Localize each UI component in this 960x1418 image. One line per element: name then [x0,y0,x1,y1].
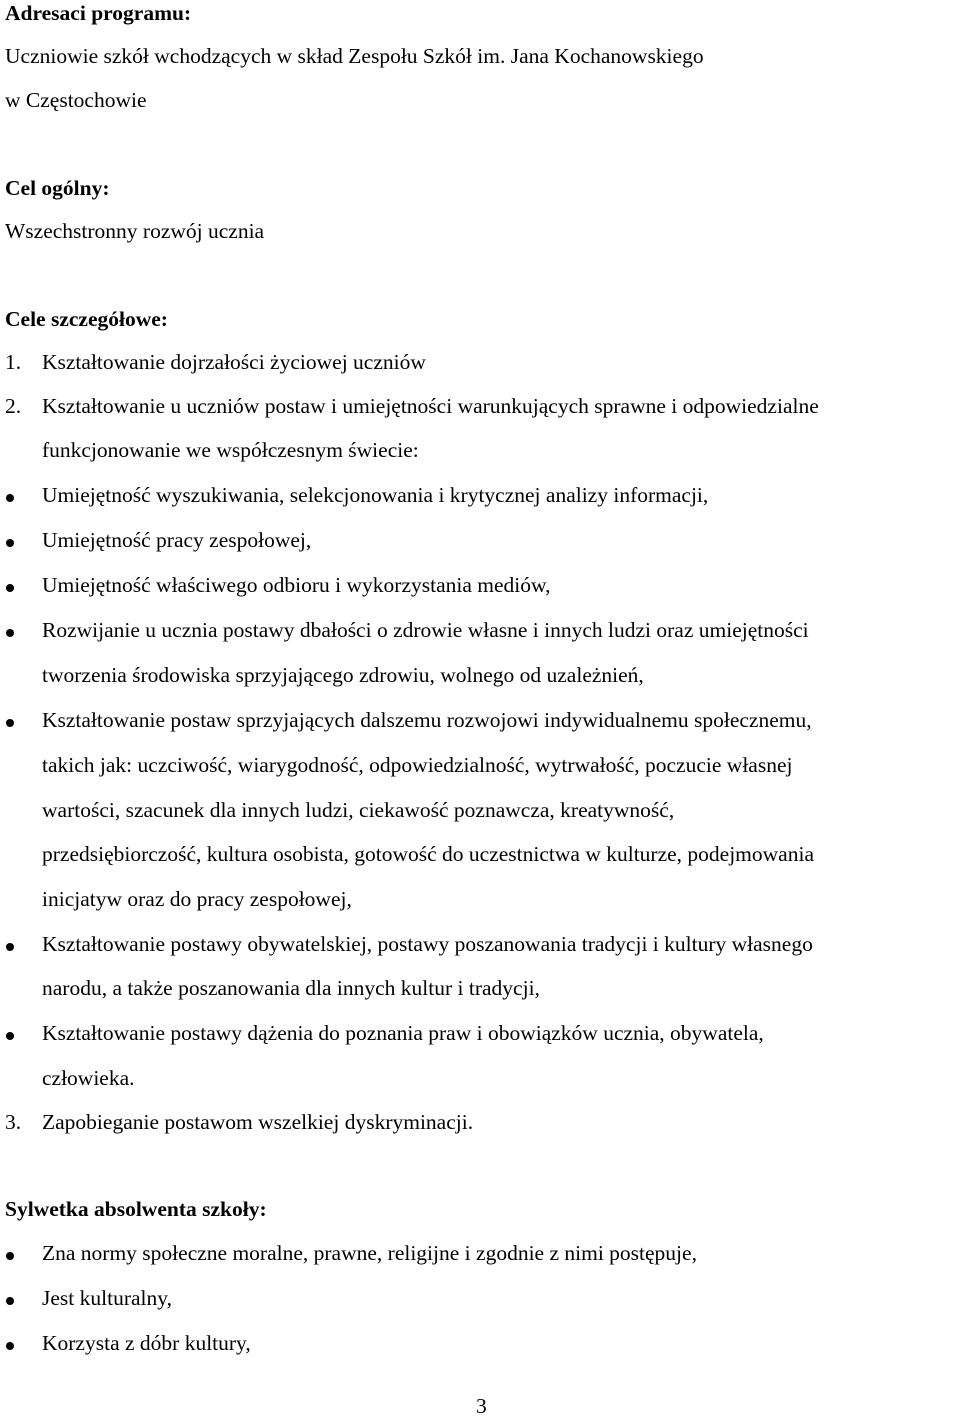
bullet-7-line-1: Kształtowanie postawy dążenia do poznania praw i obowiązków ucznia, obywatela, [42,1021,764,1045]
bullet-icon [6,494,14,502]
bullet-icon [6,1252,14,1260]
adresaci-line-2: w Częstochowie [5,88,147,112]
item-1-line-1: Kształtowanie dojrzałości życiowej uczniów [42,350,426,374]
item-2-line-1: Kształtowanie u uczniów postaw i umiejętności warunkujących sprawne i odpowiedzialne [42,394,819,418]
bullet-2-line-1: Umiejętność pracy zespołowej, [42,528,312,552]
bullet-3-line-1: Umiejętność właściwego odbioru i wykorzystania mediów, [42,573,551,597]
bullet-icon [6,1297,14,1305]
cel-ogolny-heading: Cel ogólny: [5,176,110,200]
bullet-icon [6,943,14,951]
bullet-5-line-4: przedsiębiorczość, kultura osobista, gotowość do uczestnictwa w kulturze, podejmowania [42,842,814,866]
cele-szczegolowe-heading: Cele szczegółowe: [5,307,168,331]
bullet-7-line-2: człowieka. [42,1066,135,1090]
bullet-4-line-2: tworzenia środowiska sprzyjającego zdrowiu, wolnego od uzależnień, [42,663,644,687]
item-number-1: 1. [5,350,22,374]
bullet-icon [6,539,14,547]
bullet-icon [6,629,14,637]
bullet-5-line-1: Kształtowanie postaw sprzyjających dalszemu rozwojowi indywidualnemu społecznemu, [42,708,812,732]
adresaci-line-1: Uczniowie szkół wchodzących w skład Zespołu Szkół im. Jana Kochanowskiego [5,44,704,68]
bullet-6-line-1: Kształtowanie postawy obywatelskiej, postawy poszanowania tradycji i kultury własnego [42,932,813,956]
bullet-5-line-2: takich jak: uczciwość, wiarygodność, odpowiedzialność, wytrwałość, poczucie własnej [42,753,793,777]
sylwetka-bullet-2: Jest kulturalny, [42,1286,172,1310]
sylwetka-heading: Sylwetka absolwenta szkoły: [5,1197,267,1221]
bullet-icon [6,1032,14,1040]
page-number: 3 [476,1394,487,1418]
item-2-line-2: funkcjonowanie we współczesnym świecie: [42,438,419,462]
bullet-5-line-5: inicjatyw oraz do pracy zespołowej, [42,887,352,911]
bullet-icon [6,719,14,727]
cel-ogolny-text: Wszechstronny rozwój ucznia [5,219,265,243]
bullet-icon [6,1342,14,1350]
bullet-icon [6,584,14,592]
item-number-2: 2. [5,394,22,418]
bullet-5-line-3: wartości, szacunek dla innych ludzi, ciekawość poznawcza, kreatywność, [42,798,675,822]
item-3-line-1: Zapobieganie postawom wszelkiej dyskryminacji. [42,1110,474,1134]
sylwetka-bullet-1: Zna normy społeczne moralne, prawne, religijne i zgodnie z nimi postępuje, [42,1241,697,1265]
bullet-1-line-1: Umiejętność wyszukiwania, selekcjonowania i krytycznej analizy informacji, [42,483,709,507]
bullet-6-line-2: narodu, a także poszanowania dla innych kultur i tradycji, [42,976,540,1000]
item-number-3: 3. [5,1110,22,1134]
adresaci-heading: Adresaci programu: [5,1,192,25]
bullet-4-line-1: Rozwijanie u ucznia postawy dbałości o zdrowie własne i innych ludzi oraz umiejętności [42,618,809,642]
sylwetka-bullet-3: Korzysta z dóbr kultury, [42,1331,251,1355]
